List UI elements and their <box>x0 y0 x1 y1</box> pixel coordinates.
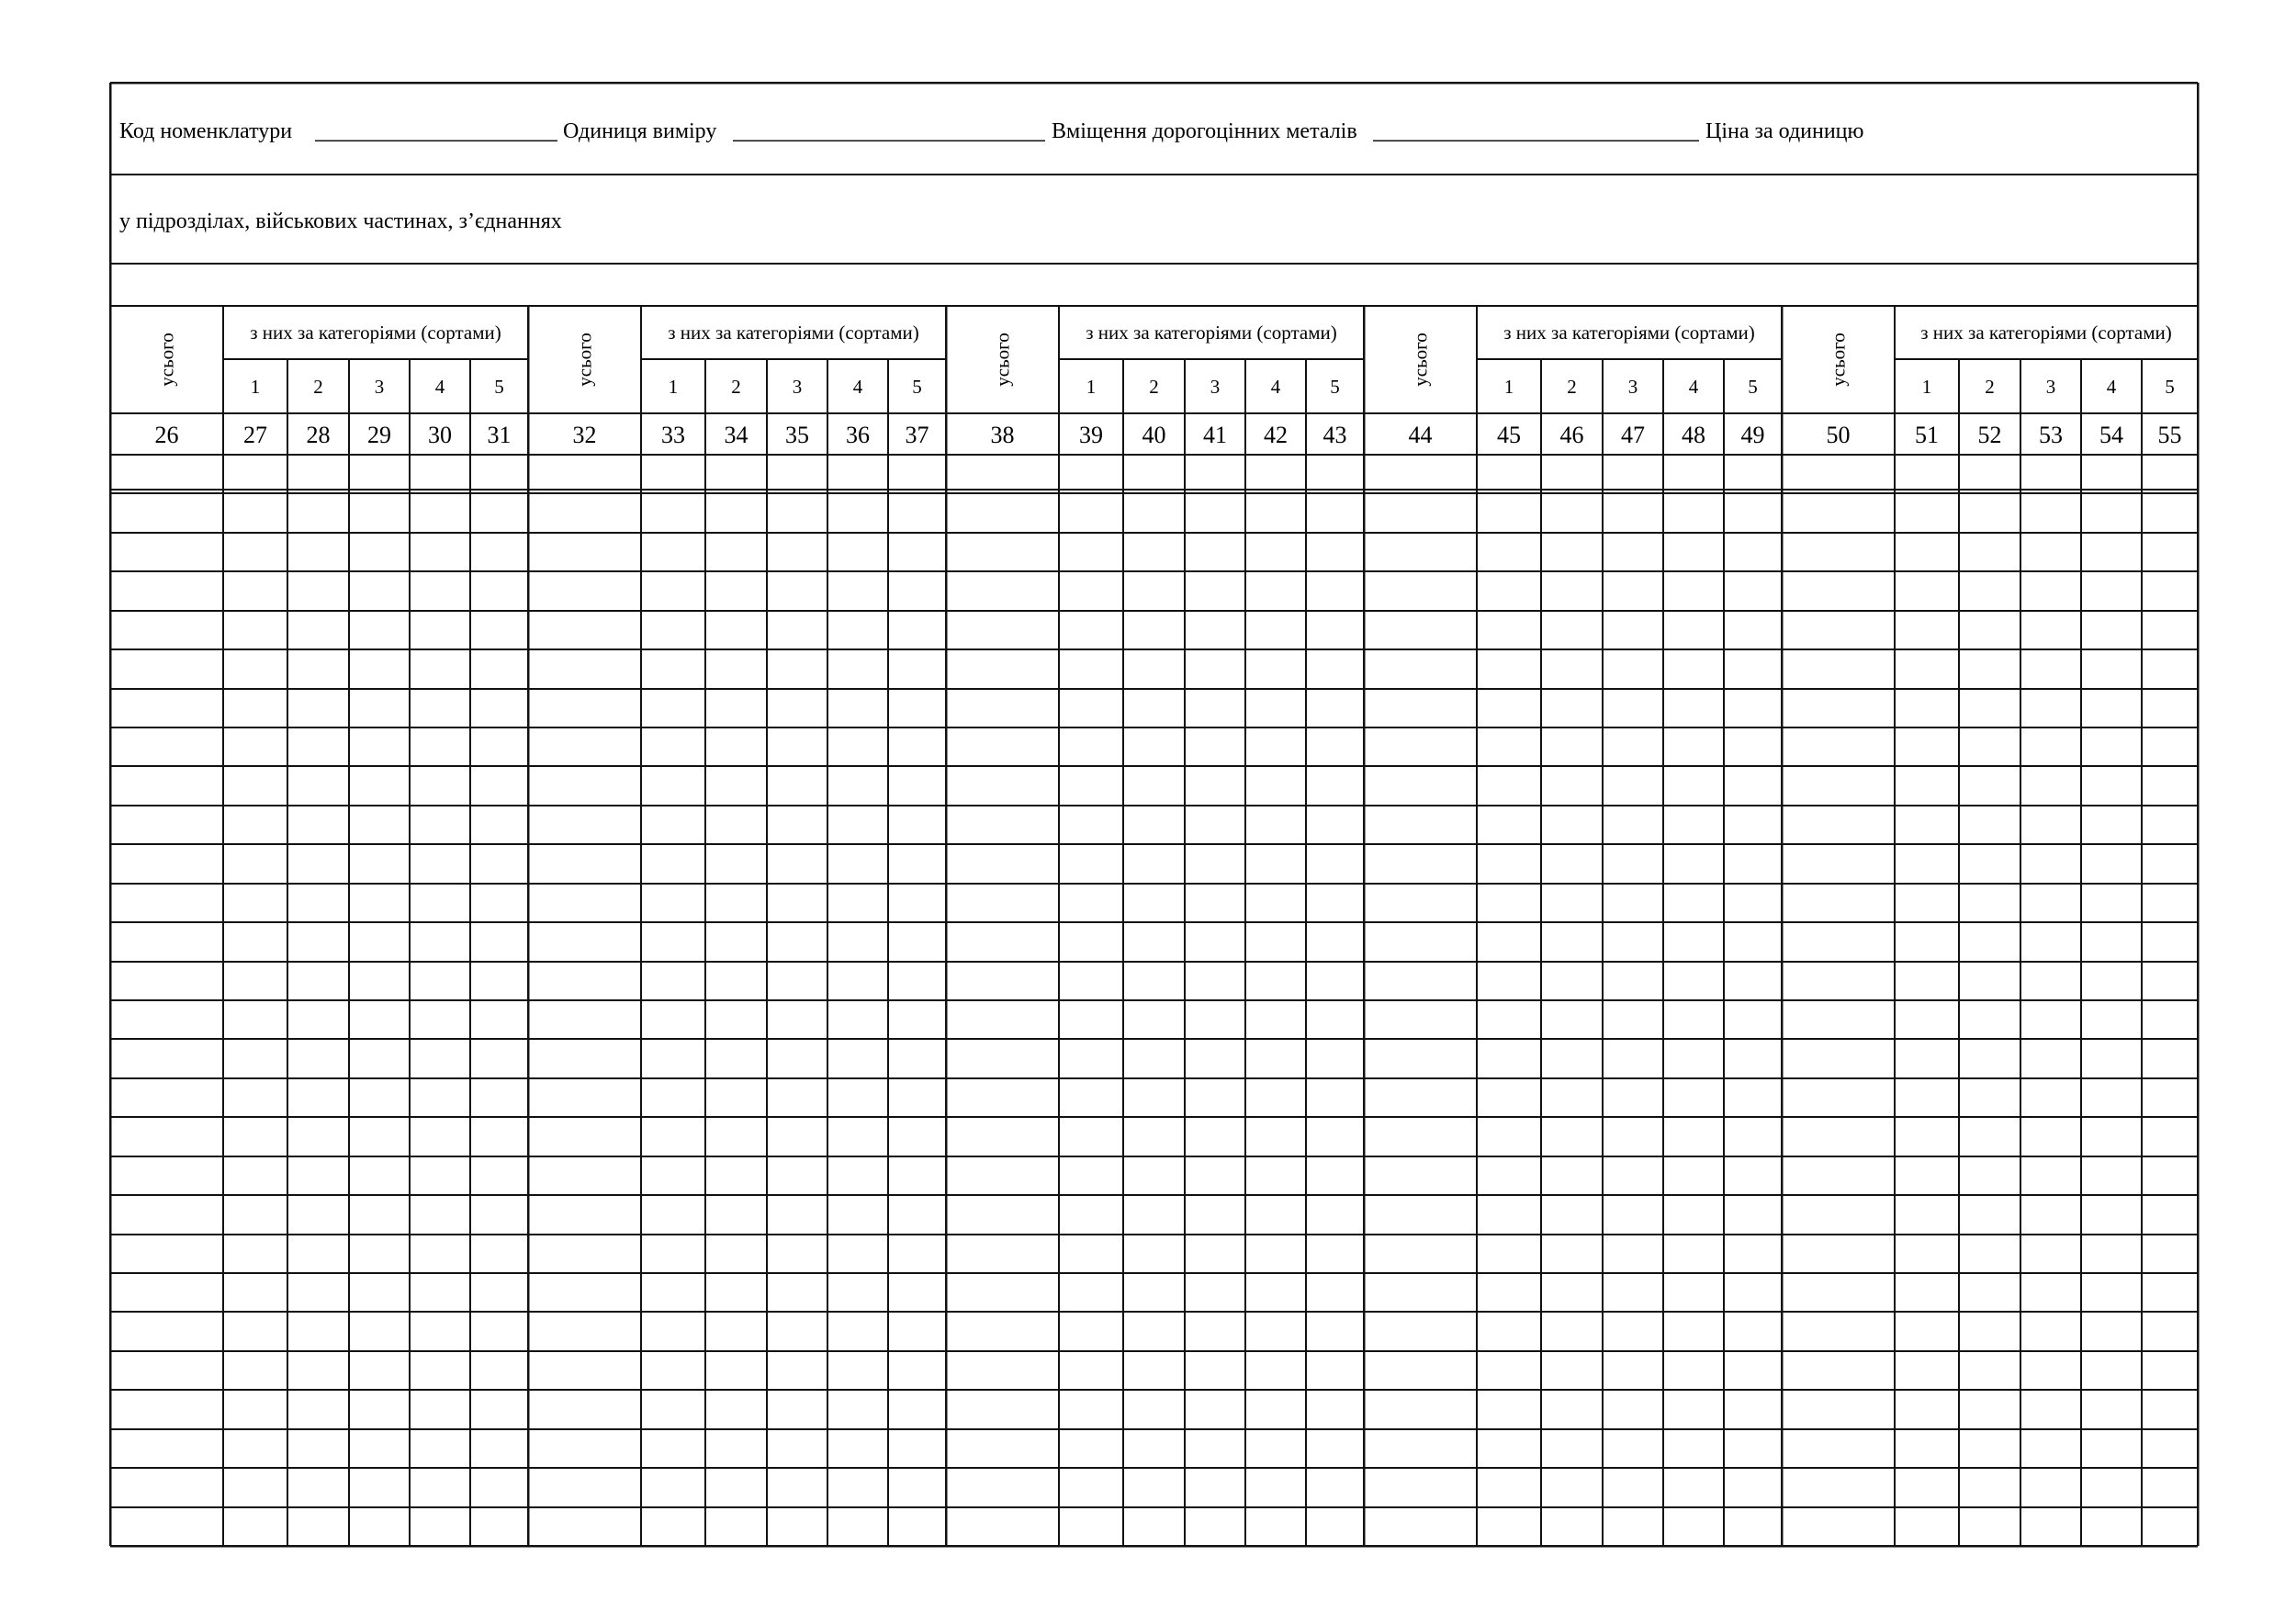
category-number: 2 <box>1149 376 1159 398</box>
category-number: 4 <box>1688 376 1699 398</box>
category-number: 1 <box>1503 376 1514 398</box>
categories-header-label: з них за категоріями (сортами) <box>1503 321 1755 344</box>
column-number: 41 <box>1203 422 1227 448</box>
category-number: 4 <box>2106 376 2117 398</box>
column-number: 48 <box>1682 422 1705 448</box>
column-number: 46 <box>1559 422 1584 448</box>
precious-metals-label: Вміщення дорогоцінних металів <box>1052 119 1357 143</box>
category-number: 2 <box>731 376 741 398</box>
total-column-label: усього <box>991 333 1014 387</box>
column-number: 54 <box>2099 422 2123 448</box>
column-number: 43 <box>1322 422 1347 448</box>
column-number: 40 <box>1142 422 1166 448</box>
column-number: 49 <box>1740 422 1765 448</box>
category-number: 5 <box>912 376 922 398</box>
column-number: 38 <box>990 422 1015 448</box>
column-number: 31 <box>487 422 512 448</box>
category-number: 1 <box>1086 376 1097 398</box>
total-column-label: усього <box>1827 333 1850 387</box>
category-number: 3 <box>1627 376 1638 398</box>
categories-header-label: з них за категоріями (сортами) <box>250 321 501 344</box>
column-number: 35 <box>785 422 809 448</box>
category-number: 1 <box>1921 376 1932 398</box>
nomenclature-code-label: Код номенклатури <box>119 119 293 143</box>
column-number: 39 <box>1079 422 1103 448</box>
category-number: 5 <box>1748 376 1758 398</box>
column-number: 55 <box>2157 422 2182 448</box>
category-number: 5 <box>1330 376 1340 398</box>
unit-price-label: Ціна за одиницю <box>1705 119 1864 143</box>
column-number: 47 <box>1621 422 1645 448</box>
column-number: 29 <box>367 422 391 448</box>
column-number: 26 <box>154 422 179 448</box>
column-number: 52 <box>1977 422 2002 448</box>
column-number: 33 <box>661 422 685 448</box>
category-number: 3 <box>792 376 803 398</box>
category-number: 4 <box>434 376 445 398</box>
category-number: 4 <box>1270 376 1281 398</box>
category-number: 2 <box>1985 376 1995 398</box>
units-location-label: у підрозділах, військових частинах, з’єднаннях <box>119 209 562 233</box>
category-number: 5 <box>494 376 504 398</box>
total-column-label: усього <box>573 333 596 387</box>
categories-header-label: з них за категоріями (сортами) <box>668 321 919 344</box>
unit-of-measure-label: Одиниця виміру <box>563 119 717 143</box>
column-number: 34 <box>724 422 748 448</box>
category-number: 3 <box>1210 376 1221 398</box>
column-number: 28 <box>306 422 331 448</box>
category-number: 2 <box>1567 376 1577 398</box>
column-number: 53 <box>2039 422 2063 448</box>
category-number: 3 <box>374 376 385 398</box>
category-number: 5 <box>2165 376 2175 398</box>
column-number: 50 <box>1826 422 1851 448</box>
category-number: 4 <box>852 376 863 398</box>
category-number: 3 <box>2045 376 2056 398</box>
column-number: 37 <box>905 422 929 448</box>
category-number: 1 <box>668 376 679 398</box>
column-number: 36 <box>846 422 870 448</box>
column-number: 32 <box>572 422 597 448</box>
column-number: 42 <box>1264 422 1288 448</box>
categories-header-label: з них за категоріями (сортами) <box>1920 321 2172 344</box>
categories-header-label: з них за категоріями (сортами) <box>1086 321 1337 344</box>
category-number: 2 <box>313 376 323 398</box>
total-column-label: усього <box>1409 333 1432 387</box>
category-table <box>110 83 2198 1546</box>
column-number: 30 <box>428 422 452 448</box>
total-column-label: усього <box>155 333 178 387</box>
category-number: 1 <box>250 376 261 398</box>
column-number: 27 <box>243 422 267 448</box>
column-number: 51 <box>1915 422 1939 448</box>
column-number: 44 <box>1408 422 1433 448</box>
column-number: 45 <box>1497 422 1521 448</box>
